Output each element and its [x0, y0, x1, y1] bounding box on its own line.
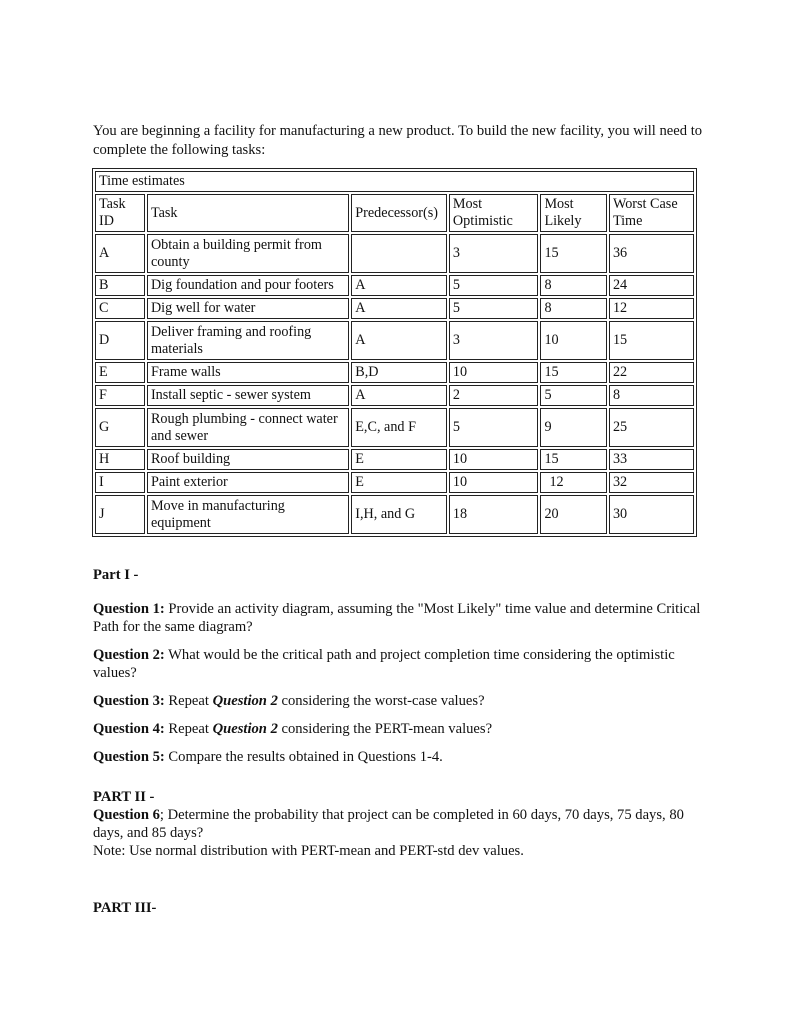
cell-optimistic: 10: [449, 472, 539, 493]
part-two-note: Note: Use normal distribution with PERT-mean and PERT-std dev values.: [93, 843, 524, 859]
cell-id: H: [95, 449, 145, 470]
cell-likely: 12: [540, 472, 607, 493]
table-row: [95, 275, 694, 296]
cell-task: Move in manufacturing equipment: [147, 495, 349, 534]
part-three-section: [93, 899, 703, 917]
table-row: [95, 298, 694, 319]
cell-task: Paint exterior: [147, 472, 349, 493]
cell-id: F: [95, 385, 145, 406]
cell-predecessor: B,D: [351, 362, 447, 383]
cell-predecessor: E,C, and F: [351, 408, 447, 447]
time-estimates-table: [92, 168, 697, 537]
question-6: Question 6; Determine the probability that project can be completed in 60 days, 70 days, 75 days, 80 days, and 85 days?: [93, 807, 684, 841]
question-3: Question 3: Repeat Question 2 considering the worst-case values?: [93, 693, 485, 709]
cell-worst: 24: [609, 275, 694, 296]
question-2: Question 2: What would be the critical path and project completion time considering the optimistic values?: [93, 647, 675, 681]
part-one-section: [93, 566, 703, 766]
cell-id: B: [95, 275, 145, 296]
cell-optimistic: 5: [449, 298, 539, 319]
cell-likely: 10: [540, 321, 607, 360]
header-worst-case: Worst Case Time: [609, 194, 694, 232]
cell-likely: 15: [540, 234, 607, 273]
cell-optimistic: 5: [449, 408, 539, 447]
cell-likely: 8: [540, 275, 607, 296]
cell-optimistic: 18: [449, 495, 539, 534]
cell-optimistic: 3: [449, 321, 539, 360]
cell-predecessor: [351, 234, 447, 273]
cell-optimistic: 10: [449, 449, 539, 470]
part-two-section: [93, 788, 703, 860]
cell-id: E: [95, 362, 145, 383]
cell-predecessor: E: [351, 449, 447, 470]
header-task-id: Task ID: [95, 194, 145, 232]
cell-predecessor: E: [351, 472, 447, 493]
cell-worst: 8: [609, 385, 694, 406]
table-row: [95, 408, 694, 447]
table-row: [95, 321, 694, 360]
cell-predecessor: A: [351, 298, 447, 319]
cell-likely: 20: [540, 495, 607, 534]
table-row: [95, 385, 694, 406]
intro-paragraph: You are beginning a facility for manufacturing a new product. To build the new facility, you will need to complete the following tasks:: [93, 123, 703, 158]
cell-id: D: [95, 321, 145, 360]
cell-worst: 30: [609, 495, 694, 534]
question-1: Question 1: Provide an activity diagram, assuming the "Most Likely" time value and determine Critical Path for the same diagram?: [93, 601, 701, 635]
cell-likely: 15: [540, 362, 607, 383]
cell-id: G: [95, 408, 145, 447]
part-two-title: PART II -: [93, 789, 155, 805]
cell-optimistic: 3: [449, 234, 539, 273]
cell-task: Frame walls: [147, 362, 349, 383]
cell-task: Dig foundation and pour footers: [147, 275, 349, 296]
cell-id: A: [95, 234, 145, 273]
cell-task: Dig well for water: [147, 298, 349, 319]
cell-worst: 22: [609, 362, 694, 383]
question-4: Question 4: Repeat Question 2 considering the PERT-mean values?: [93, 721, 493, 737]
cell-worst: 15: [609, 321, 694, 360]
header-most-optimistic: Most Optimistic: [449, 194, 539, 232]
cell-predecessor: A: [351, 275, 447, 296]
cell-likely: 9: [540, 408, 607, 447]
cell-optimistic: 5: [449, 275, 539, 296]
cell-predecessor: A: [351, 321, 447, 360]
table-row: [95, 495, 694, 534]
cell-optimistic: 2: [449, 385, 539, 406]
cell-optimistic: 10: [449, 362, 539, 383]
cell-likely: 5: [540, 385, 607, 406]
table-row: [95, 449, 694, 470]
cell-id: C: [95, 298, 145, 319]
cell-worst: 36: [609, 234, 694, 273]
table-header-row: [95, 194, 694, 232]
cell-id: I: [95, 472, 145, 493]
part-three-title: PART III-: [93, 900, 157, 916]
cell-predecessor: A: [351, 385, 447, 406]
part-one-title: Part I -: [93, 567, 139, 583]
header-most-likely: Most Likely: [540, 194, 607, 232]
cell-task: Install septic - sewer system: [147, 385, 349, 406]
cell-worst: 25: [609, 408, 694, 447]
header-predecessors: Predecessor(s): [351, 194, 447, 232]
cell-task: Rough plumbing - connect water and sewer: [147, 408, 349, 447]
cell-likely: 15: [540, 449, 607, 470]
question-5: Question 5: Compare the results obtained in Questions 1-4.: [93, 749, 443, 765]
table-row: [95, 234, 694, 273]
cell-id: J: [95, 495, 145, 534]
cell-worst: 32: [609, 472, 694, 493]
cell-likely: 8: [540, 298, 607, 319]
cell-worst: 33: [609, 449, 694, 470]
cell-worst: 12: [609, 298, 694, 319]
header-task: Task: [147, 194, 349, 232]
table-row: [95, 472, 694, 493]
cell-task: Deliver framing and roofing materials: [147, 321, 349, 360]
cell-predecessor: I,H, and G: [351, 495, 447, 534]
cell-task: Obtain a building permit from county: [147, 234, 349, 273]
cell-task: Roof building: [147, 449, 349, 470]
table-row: [95, 362, 694, 383]
table-caption: Time estimates: [95, 171, 694, 192]
